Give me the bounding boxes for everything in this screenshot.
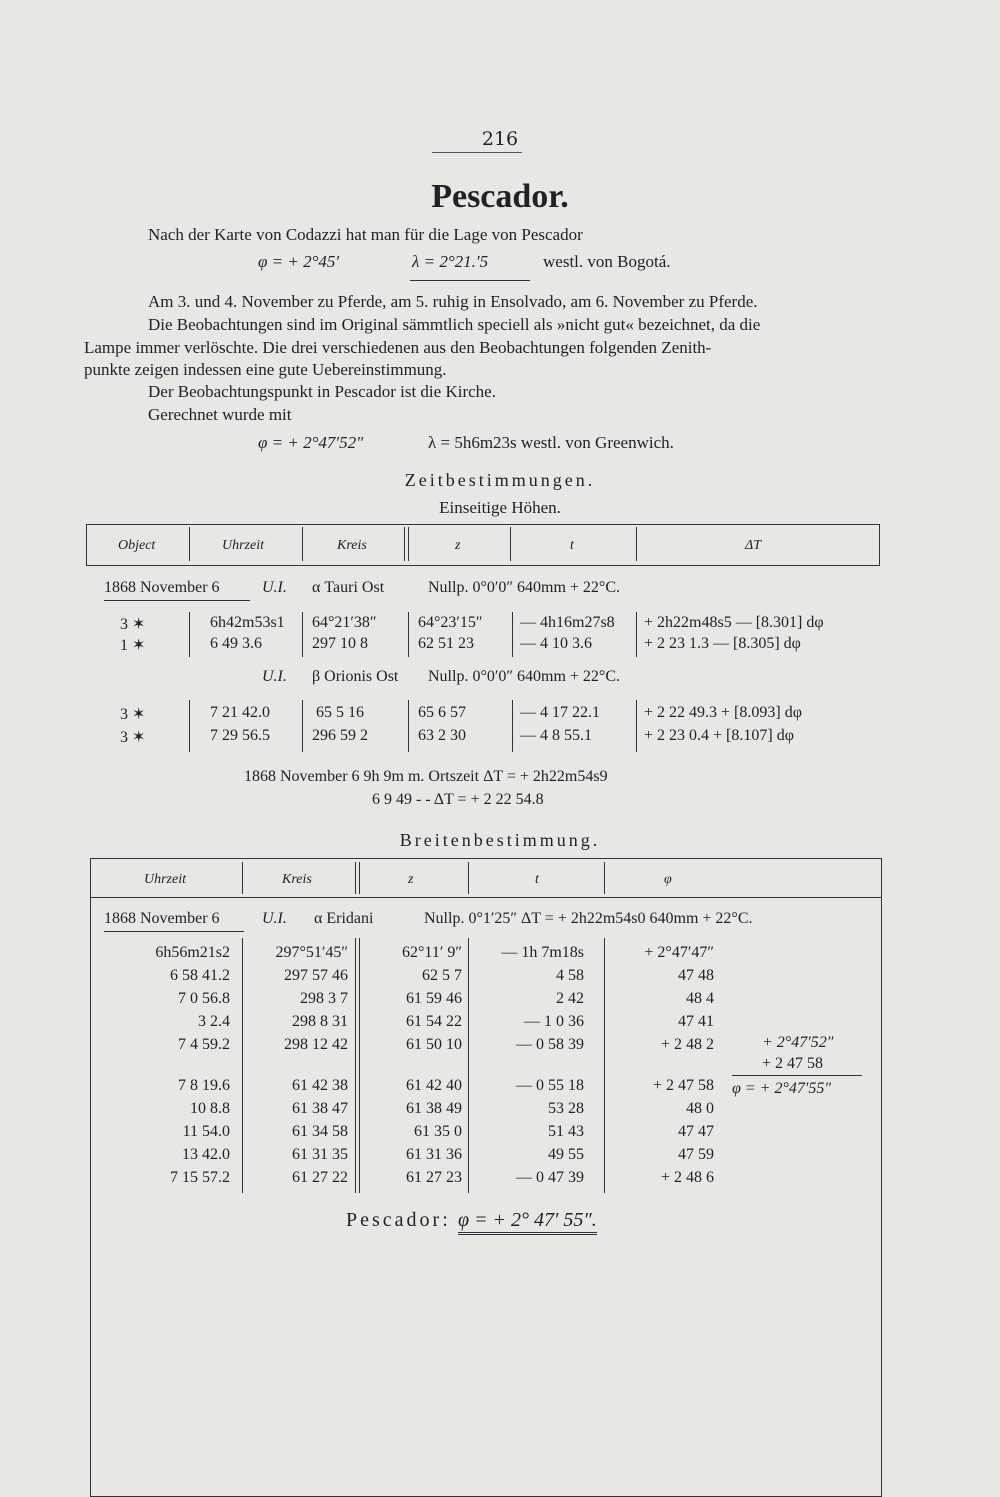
t2-group-info: Nullp. 0°1′25″ ΔT = + 2h22m54s0 640mm + 22°C. bbox=[424, 910, 753, 927]
t1-group2-info: Nullp. 0°0′0″ 640mm + 22°C. bbox=[428, 668, 620, 685]
t2-group-object: α Eridani bbox=[314, 910, 374, 927]
table-cell: 62 5 7 bbox=[422, 967, 462, 984]
t1-col-uhrzeit: Uhrzeit bbox=[222, 538, 264, 553]
table-cell: 11 54.0 bbox=[182, 1123, 230, 1140]
computed-lambda: λ = 5h6m23s westl. von Greenwich. bbox=[428, 433, 674, 452]
table-cell: 7 0 56.8 bbox=[178, 990, 230, 1007]
t1-col-object: Object bbox=[118, 538, 156, 553]
t1-group1-info: Nullp. 0°0′0″ 640mm + 22°C. bbox=[428, 579, 620, 596]
final-value: φ = + 2° 47′ 55″. bbox=[458, 1209, 597, 1235]
table-cell: 51 43 bbox=[548, 1123, 584, 1140]
t1-col-kreis: Kreis bbox=[337, 538, 367, 553]
intro-phi: φ = + 2°45′ bbox=[258, 252, 340, 271]
para-line-4: punkte zeigen indessen eine gute Uebereinstimmung. bbox=[84, 360, 447, 379]
table-cell: + 2 48 2 bbox=[660, 1036, 714, 1053]
table-cell: 6 58 41.2 bbox=[170, 967, 230, 984]
table-cell: 61 38 49 bbox=[406, 1100, 462, 1117]
para-line-3: Lampe immer verlöschte. Die drei verschiedenen aus den Beobachtungen folgenden Zenith- bbox=[84, 338, 712, 357]
t1-col-z: z bbox=[455, 538, 461, 553]
table-cell: 61 34 58 bbox=[292, 1123, 348, 1140]
page-title: Pescador. bbox=[431, 178, 569, 215]
section-title-breite: Breitenbestimmung. bbox=[399, 830, 601, 850]
table-cell: 61 31 36 bbox=[406, 1146, 462, 1163]
table-cell: 47 59 bbox=[678, 1146, 714, 1163]
summary-line-1: 1868 November 6 9h 9m m. Ortszeit ΔT = + 2h22m54s9 bbox=[244, 768, 608, 785]
table-cell: — 1h 7m18s bbox=[501, 944, 584, 961]
table-cell: 61 35 0 bbox=[414, 1123, 462, 1140]
intro-lambda-suffix: westl. von Bogotá. bbox=[543, 252, 671, 271]
summary-line-2: 6 9 49 - - ΔT = + 2 22 54.8 bbox=[372, 791, 544, 808]
table-cell: 48 4 bbox=[686, 990, 714, 1007]
table-cell: 61 42 40 bbox=[406, 1077, 462, 1094]
table-cell: 6h56m21s2 bbox=[155, 944, 230, 961]
table-cell: 49 55 bbox=[548, 1146, 584, 1163]
table-cell: 2 42 bbox=[556, 990, 584, 1007]
para-line-6: Gerechnet wurde mit bbox=[148, 405, 292, 424]
t2-col-uhrzeit: Uhrzeit bbox=[144, 872, 186, 887]
table-cell: 61 59 46 bbox=[406, 990, 462, 1007]
table-cell: 53 28 bbox=[548, 1100, 584, 1117]
table-cell: 61 31 35 bbox=[292, 1146, 348, 1163]
table-cell: 297°51′45″ bbox=[275, 944, 348, 961]
table-cell: + 2 47 58 bbox=[652, 1077, 714, 1094]
table-cell: 61 27 23 bbox=[406, 1169, 462, 1186]
t1-group1-date: 1868 November 6 bbox=[104, 579, 220, 596]
table-cell: — 1 0 36 bbox=[524, 1013, 584, 1030]
table-cell: + 2°47′47″ bbox=[644, 944, 714, 961]
intro-lambda: λ = 2°21.′5 bbox=[412, 252, 489, 271]
table-cell: 13 42.0 bbox=[182, 1146, 230, 1163]
t1-group1-object: α Tauri Ost bbox=[312, 579, 385, 596]
table-cell: + 2 48 6 bbox=[660, 1169, 714, 1186]
t2-group-date: 1868 November 6 bbox=[104, 910, 220, 927]
table-cell: 61 50 10 bbox=[406, 1036, 462, 1053]
t2-col-t: t bbox=[535, 872, 539, 887]
para-line-2: Die Beobachtungen sind im Original sämmtlich speciell als »nicht gut« bezeichnet, da die bbox=[148, 315, 761, 334]
table-cell: — 0 55 18 bbox=[516, 1077, 584, 1094]
t1-col-dT: ΔT bbox=[745, 538, 762, 553]
table-cell: 47 48 bbox=[678, 967, 714, 984]
t2-side-1: + 2°47′52″ bbox=[762, 1034, 834, 1051]
intro-line: Nach der Karte von Codazzi hat man für die Lage von Pescador bbox=[148, 225, 583, 244]
table-cell: 3 2.4 bbox=[198, 1013, 230, 1030]
computed-phi: φ = + 2°47′52″ bbox=[258, 433, 364, 452]
table-cell: 298 12 42 bbox=[284, 1036, 348, 1053]
t2-col-kreis: Kreis bbox=[282, 872, 312, 887]
t2-side-result: φ = + 2°47′55″ bbox=[732, 1080, 832, 1097]
table-cell: 48 0 bbox=[686, 1100, 714, 1117]
final-label: Pescador: bbox=[346, 1209, 451, 1231]
table-cell: 7 15 57.2 bbox=[170, 1169, 230, 1186]
table-cell: — 0 58 39 bbox=[516, 1036, 584, 1053]
t2-col-z: z bbox=[408, 872, 414, 887]
t1-group1-label: U.I. bbox=[262, 579, 287, 596]
table-cell: 47 47 bbox=[678, 1123, 714, 1140]
t2-group-label: U.I. bbox=[262, 910, 287, 927]
section-subtitle: Einseitige Höhen. bbox=[439, 498, 561, 517]
page-number-rule bbox=[432, 152, 522, 153]
para-line-5: Der Beobachtungspunkt in Pescador ist die Kirche. bbox=[148, 382, 496, 401]
intro-rule bbox=[410, 280, 530, 281]
page-number: 216 bbox=[481, 128, 519, 150]
t2-col-phi: φ bbox=[664, 872, 672, 887]
section-title-zeit: Zeitbestimmungen. bbox=[404, 470, 596, 490]
table-cell: 47 41 bbox=[678, 1013, 714, 1030]
table-cell: 10 8.8 bbox=[190, 1100, 230, 1117]
table-cell: 4 58 bbox=[556, 967, 584, 984]
table-cell: 62°11′ 9″ bbox=[402, 944, 462, 961]
table-cell: 61 38 47 bbox=[292, 1100, 348, 1117]
table-cell: 298 3 7 bbox=[300, 990, 348, 1007]
table-cell: 7 4 59.2 bbox=[178, 1036, 230, 1053]
table-cell: 61 42 38 bbox=[292, 1077, 348, 1094]
table-cell: 61 27 22 bbox=[292, 1169, 348, 1186]
t1-group2-label: U.I. bbox=[262, 668, 287, 685]
table-cell: — 0 47 39 bbox=[516, 1169, 584, 1186]
table-cell: 298 8 31 bbox=[292, 1013, 348, 1030]
table-cell: 7 8 19.6 bbox=[178, 1077, 230, 1094]
t1-group2-object: β Orionis Ost bbox=[312, 668, 399, 685]
t2-side-2: + 2 47 58 bbox=[762, 1055, 824, 1072]
t1-col-t: t bbox=[570, 538, 574, 553]
para-line-1: Am 3. und 4. November zu Pferde, am 5. ruhig in Ensolvado, am 6. November zu Pferde. bbox=[148, 292, 758, 311]
table-cell: 61 54 22 bbox=[406, 1013, 462, 1030]
table-cell: 297 57 46 bbox=[284, 967, 348, 984]
